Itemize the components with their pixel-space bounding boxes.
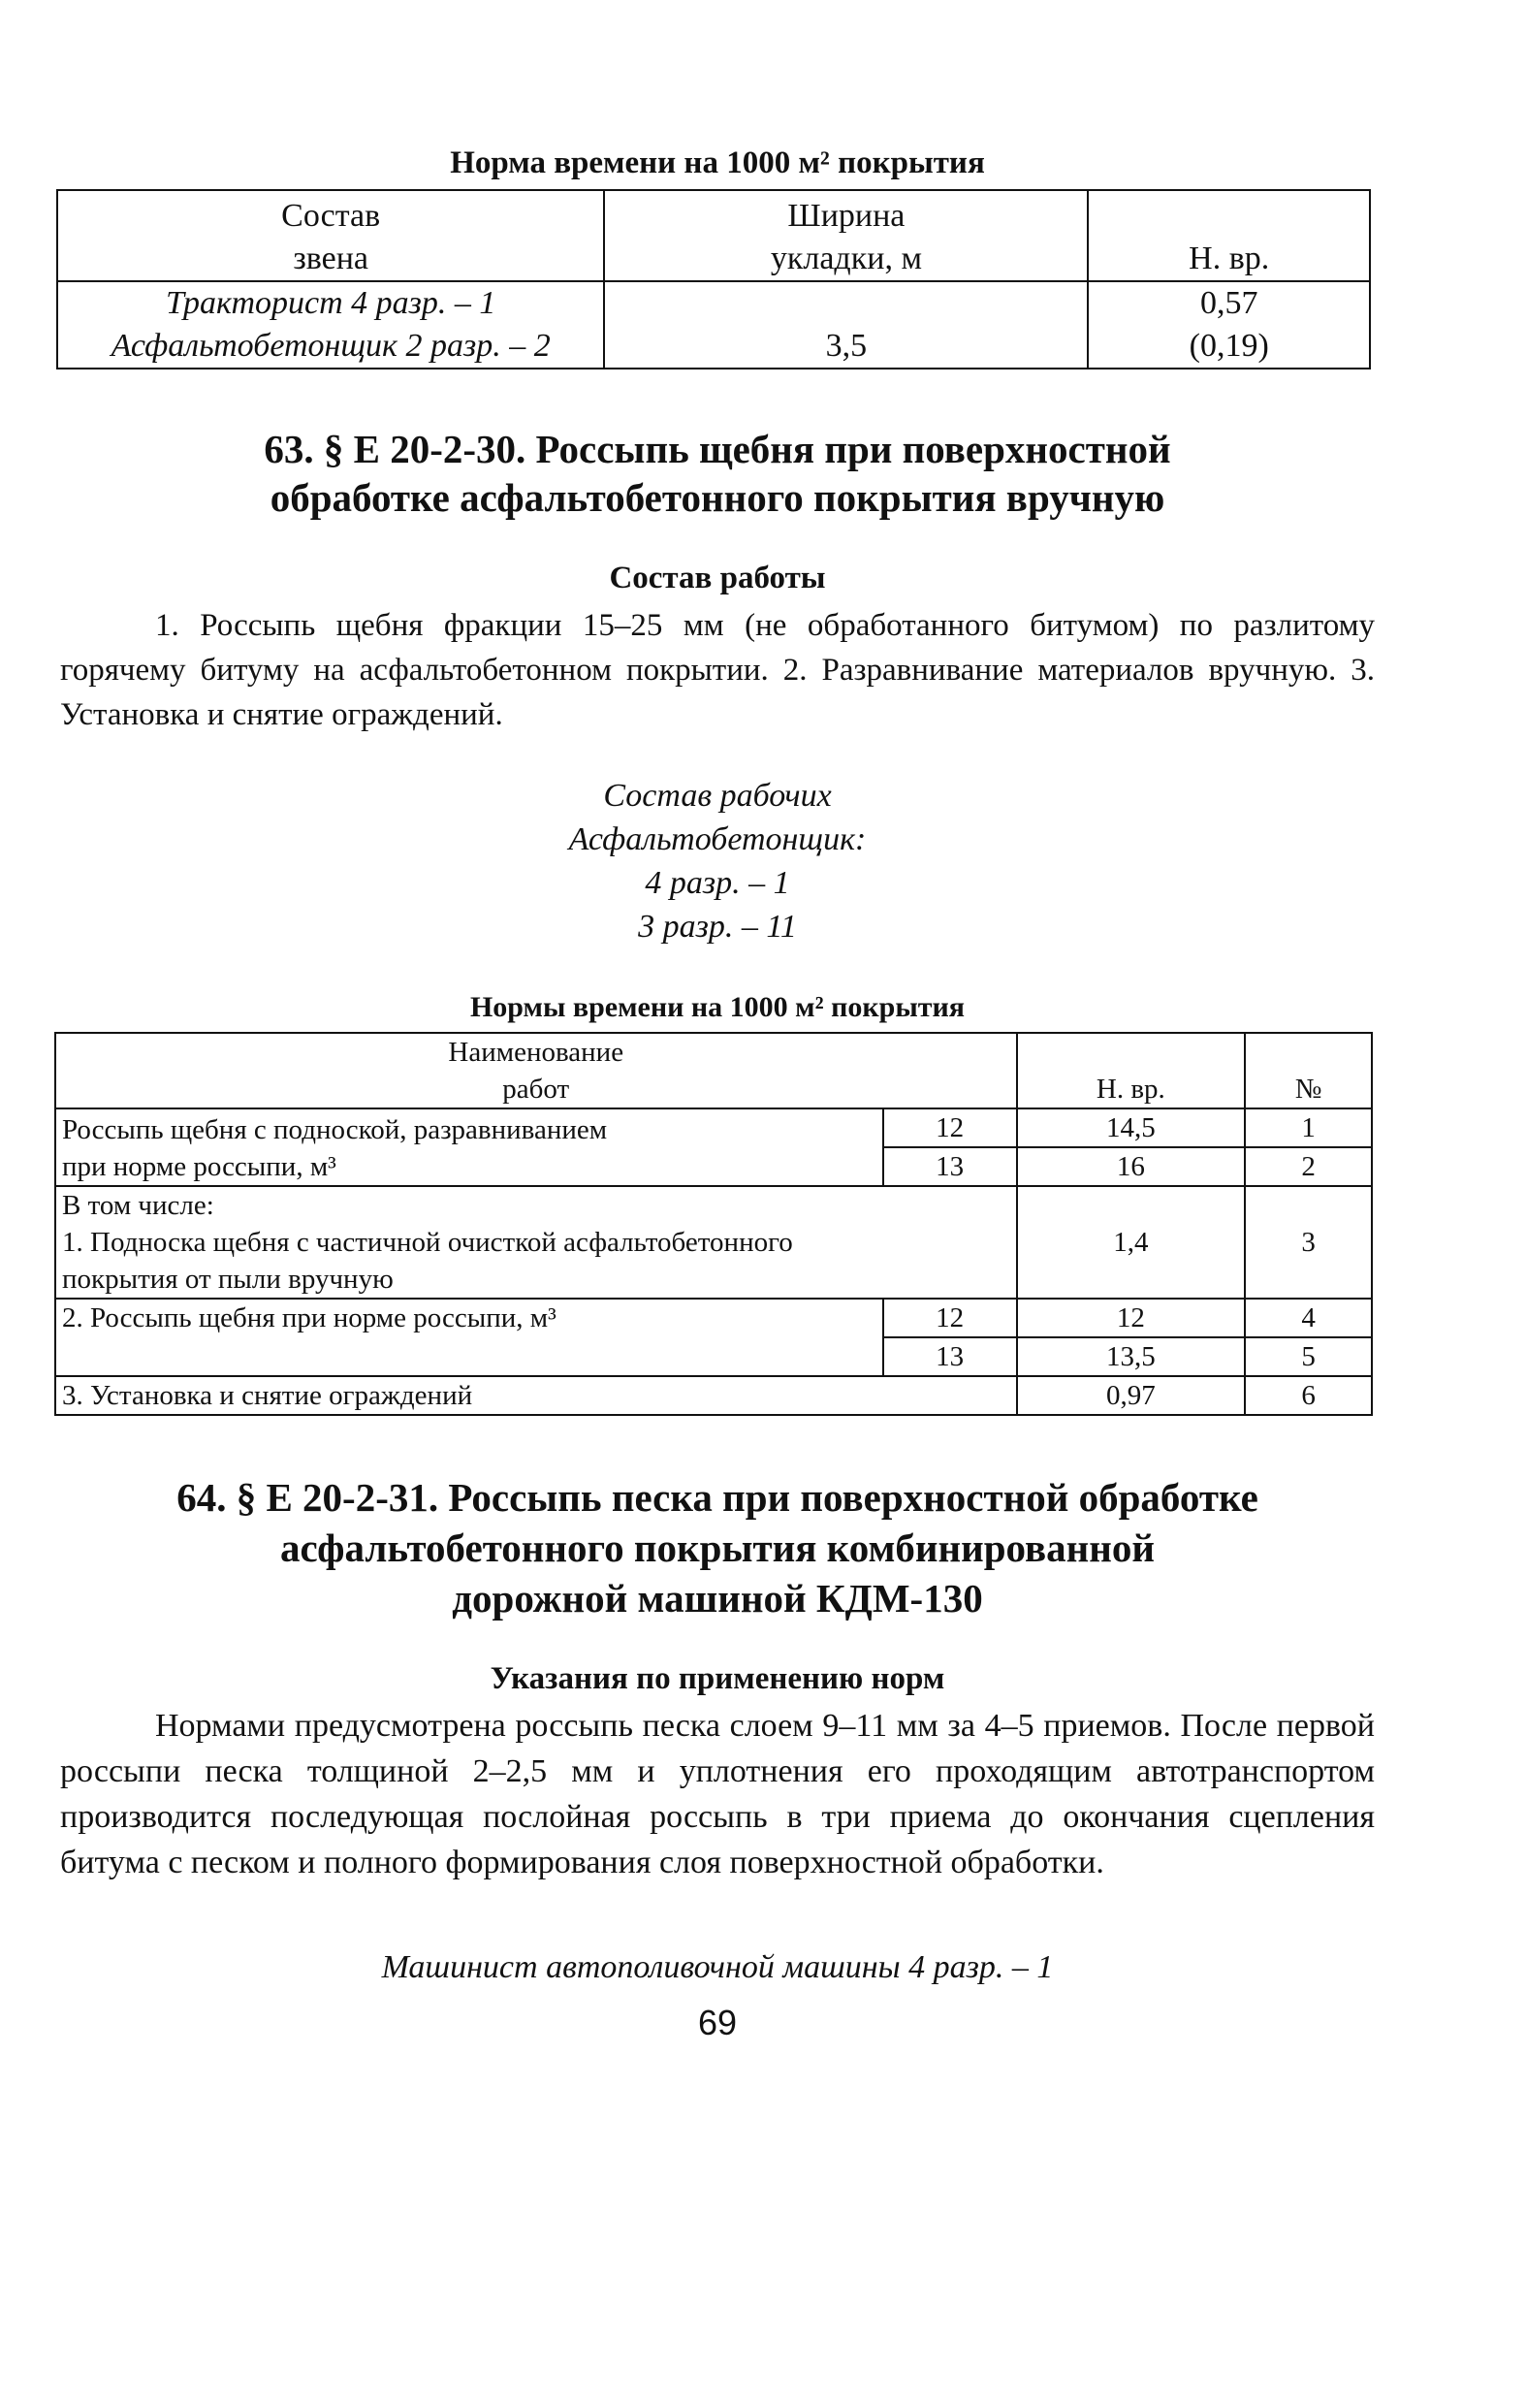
section63-title: 63. § Е 20-2-30. Россыпь щебня при поверхностной обработке асфальтобетонного покрытия вручную bbox=[264, 427, 1171, 520]
section64-instructions-text: Нормами предусмотрена россыпь песка слоем 9–11 мм за 4–5 приемов. После первой россыпи песка толщиной 2–2,5 мм и уплотнения его проходящим автотранспортом производится последующая послойная россыпь в три приема до окончания сцепления битума с песком и полного формирования слоя поверхностной обработки. bbox=[60, 1708, 1375, 1880]
table2-row1-name: Россыпь щебня с подноской, разравниванием при норме россыпи, м³ bbox=[55, 1108, 883, 1186]
table1 bbox=[56, 189, 1371, 369]
table2-header-num: № bbox=[1245, 1033, 1372, 1108]
table2-norm: 16 bbox=[1017, 1147, 1246, 1186]
table1-header-row bbox=[57, 190, 1370, 281]
table2-rate: 12 bbox=[883, 1108, 1017, 1147]
table2-rate: 13 bbox=[883, 1337, 1017, 1376]
table-row bbox=[55, 1108, 1372, 1147]
table2-rate: 13 bbox=[883, 1147, 1017, 1186]
table-row bbox=[55, 1299, 1372, 1337]
section63-work-heading: Состав работы bbox=[609, 561, 826, 595]
table2-row3-name: В том числе: 1. Подноска щебня с частичной очисткой асфальтобетонного покрытия от пыли вручную bbox=[55, 1186, 1017, 1299]
table2-norm: 14,5 bbox=[1017, 1108, 1246, 1147]
section64-crew: Машинист автополивочной машины 4 разр. – 1 bbox=[381, 1949, 1054, 1985]
table2-norm: 12 bbox=[1017, 1299, 1246, 1337]
section63-work-text: 1. Россыпь щебня фракции 15–25 мм (не обработанного битумом) по разлитому горячему битуму на асфальтобетонном покрытии. 2. Разравнивание материалов вручную. 3. Установка и снятие ограждений. bbox=[60, 608, 1375, 732]
table2-norm: 13,5 bbox=[1017, 1337, 1246, 1376]
table2 bbox=[54, 1032, 1373, 1416]
table-row bbox=[55, 1186, 1372, 1299]
table2-num: 2 bbox=[1245, 1147, 1372, 1186]
section64-instructions-heading: Указания по применению норм bbox=[490, 1661, 945, 1696]
table1-crew-cell: Тракторист 4 разр. – 1 Асфальтобетонщик 2 разр. – 2 bbox=[57, 281, 604, 369]
table1-header-norm: Н. вр. bbox=[1088, 190, 1370, 281]
table2-row6-name: 3. Установка и снятие ограждений bbox=[55, 1376, 1017, 1415]
table1-caption: Норма времени на 1000 м² покрытия bbox=[450, 145, 985, 180]
table2-norm: 0,97 bbox=[1017, 1376, 1246, 1415]
table2-header-norm: Н. вр. bbox=[1017, 1033, 1246, 1108]
section64-title: 64. § Е 20-2-31. Россыпь песка при поверхностной обработке асфальтобетонного покрытия комбинированной дорожной машиной КДМ-130 bbox=[176, 1475, 1258, 1621]
table2-rate: 12 bbox=[883, 1299, 1017, 1337]
table-row bbox=[55, 1376, 1372, 1415]
table2-caption: Нормы времени на 1000 м² покрытия bbox=[469, 991, 966, 1023]
table2-num: 6 bbox=[1245, 1376, 1372, 1415]
page-number: 69 bbox=[697, 2003, 738, 2042]
table2-row4-name: 2. Россыпь щебня при норме россыпи, м³ bbox=[55, 1299, 883, 1376]
table2-num: 4 bbox=[1245, 1299, 1372, 1337]
table1-norm-cell: 0,57 (0,19) bbox=[1088, 281, 1370, 369]
section63-crew: Состав рабочих Асфальтобетонщик: 4 разр. – 1 3 разр. – 11 bbox=[568, 778, 867, 945]
table1-header-width: Ширина укладки, м bbox=[604, 190, 1088, 281]
table2-num: 5 bbox=[1245, 1337, 1372, 1376]
table2-norm: 1,4 bbox=[1017, 1186, 1246, 1299]
table2-header-row bbox=[55, 1033, 1372, 1108]
table-row bbox=[57, 281, 1370, 369]
table2-num: 1 bbox=[1245, 1108, 1372, 1147]
table1-width-cell: 3,5 bbox=[604, 281, 1088, 369]
table2-header-name: Наименование работ bbox=[55, 1033, 1017, 1108]
table1-header-crew: Состав звена bbox=[57, 190, 604, 281]
table2-num: 3 bbox=[1245, 1186, 1372, 1299]
